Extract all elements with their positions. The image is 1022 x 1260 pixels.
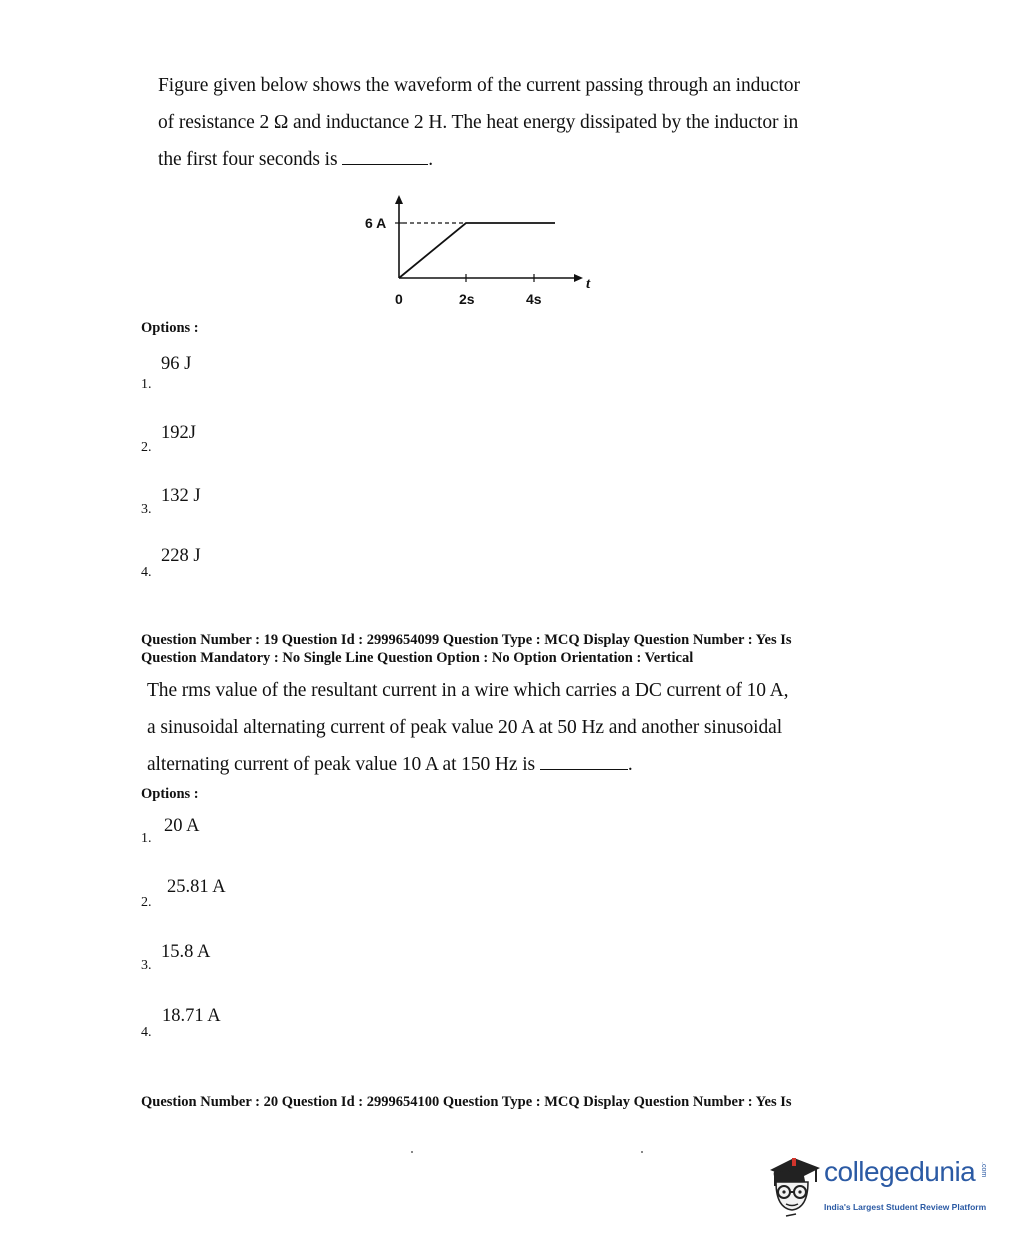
q19-text-line3 [147, 754, 633, 776]
x-label-0: 0 [395, 291, 403, 307]
q20-meta-line1: Question Number : 20 Question Id : 2999654100 Question Type : MCQ Display Question Number : Yes Is [141, 1094, 792, 1110]
q19-text-line1: The rms value of the resultant current in a wire which carries a DC current of 10 A, [147, 680, 789, 701]
scan-speck [411, 1151, 413, 1153]
logo-tagline: India's Largest Student Review Platform [824, 1202, 987, 1212]
q18-option-4-number: 4. [141, 565, 152, 580]
q18-text-line3 [158, 149, 433, 171]
scan-speck [641, 1151, 643, 1153]
q18-option-4-value[interactable]: 228 J [161, 546, 201, 566]
current-waveform-line [399, 223, 555, 278]
q19-text-line3-content: alternating current of peak value 10 A at 150 Hz is [147, 754, 536, 775]
q18-option-3-value[interactable]: 132 J [161, 486, 201, 506]
collegedunia-logo[interactable] [764, 1152, 994, 1222]
current-waveform-graph [355, 190, 605, 315]
logo-wordmark: collegedunia [824, 1156, 976, 1187]
y-label-6a: 6 A [365, 215, 387, 231]
q19-option-4-value[interactable]: 18.71 A [162, 1006, 221, 1026]
blank-period: . [428, 149, 434, 170]
q18-text-line3-content: the first four seconds is [158, 149, 338, 170]
q19-meta-line2: Question Mandatory : No Single Line Question Option : No Option Orientation : Vertical [141, 650, 694, 666]
q19-option-2-value[interactable]: 25.81 A [167, 877, 226, 897]
x-axis-label-t: t [586, 276, 591, 292]
q19-meta-line1: Question Number : 19 Question Id : 2999654099 Question Type : MCQ Display Question Number : Yes Is [141, 632, 792, 648]
q18-options-heading: Options : [141, 320, 199, 336]
q19-option-1-value[interactable]: 20 A [164, 816, 200, 836]
q18-option-2-number: 2. [141, 440, 152, 455]
q19-option-3-value[interactable]: 15.8 A [161, 942, 211, 962]
x-label-2s: 2s [459, 291, 475, 307]
answer-blank [342, 150, 428, 165]
q18-option-1-value[interactable]: 96 J [161, 354, 192, 374]
x-label-4s: 4s [526, 291, 542, 307]
q18-option-2-value[interactable]: 192J [161, 423, 196, 443]
q18-text-line2: of resistance 2 Ω and inductance 2 H. The heat energy dissipated by the inductor in [158, 112, 799, 133]
q19-option-2-number: 2. [141, 895, 152, 910]
answer-blank [540, 755, 628, 770]
q18-option-1-number: 1. [141, 377, 152, 392]
q19-text-line2: a sinusoidal alternating current of peak value 20 A at 50 Hz and another sinusoidal [147, 717, 783, 738]
q18-option-3-number: 3. [141, 502, 152, 517]
x-axis-arrow-icon [574, 274, 583, 282]
q19-option-1-number: 1. [141, 831, 152, 846]
logo-domain-suffix: .com [980, 1162, 987, 1178]
mascot-icon [764, 1152, 824, 1222]
q18-text-line1: Figure given below shows the waveform of the current passing through an inductor [158, 75, 800, 96]
q19-option-4-number: 4. [141, 1025, 152, 1040]
blank-period: . [627, 754, 633, 775]
q19-options-heading: Options : [141, 786, 199, 802]
q19-option-3-number: 3. [141, 958, 152, 973]
y-axis-arrow-icon [395, 195, 403, 204]
